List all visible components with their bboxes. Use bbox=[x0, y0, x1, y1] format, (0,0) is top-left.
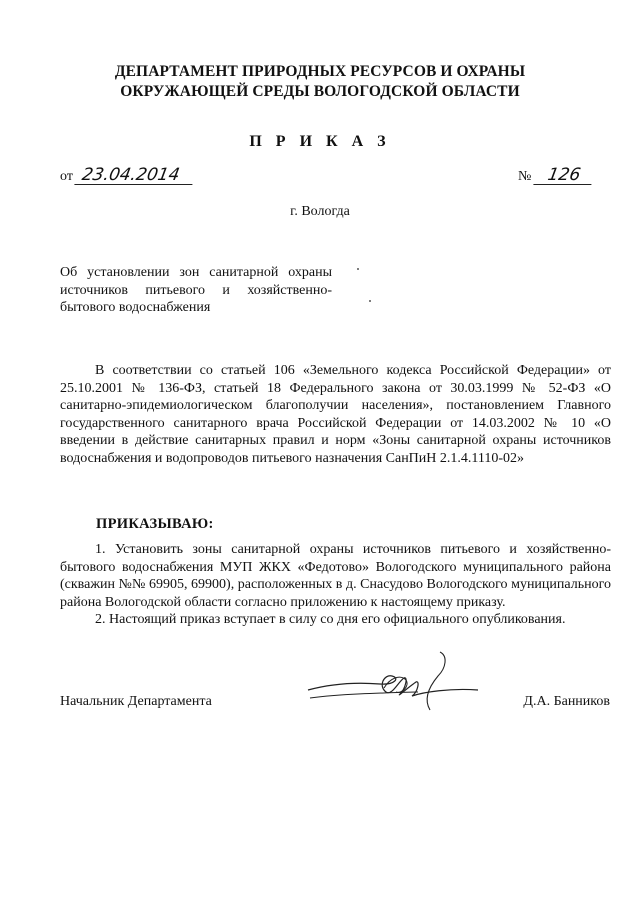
scan-speck bbox=[357, 268, 359, 270]
order-items bbox=[60, 541, 611, 629]
order-directive: ПРИКАЗЫВАЮ: bbox=[96, 516, 214, 532]
city: г. Вологда bbox=[290, 204, 350, 219]
handwritten-signature bbox=[300, 648, 480, 718]
order-title: П Р И К А З bbox=[249, 133, 391, 150]
order-item: 2. Настоящий приказ вступает в силу со дня его официального опубликования. bbox=[95, 612, 566, 627]
signatory-position: Начальник Департамента bbox=[60, 694, 212, 709]
order-number bbox=[518, 166, 593, 185]
scan-speck bbox=[369, 300, 371, 302]
department-line-2: ОКРУЖАЮЩЕЙ СРЕДЫ ВОЛОГОДСКОЙ ОБЛАСТИ bbox=[120, 83, 520, 100]
handwritten-date: 23.04.2014 bbox=[75, 166, 196, 185]
signatory-name: Д.А. Банников bbox=[523, 694, 610, 709]
order-date bbox=[60, 166, 194, 185]
date-prefix: от bbox=[60, 169, 73, 184]
number-prefix: № bbox=[518, 169, 532, 184]
order-subject: Об установлении зон санитарной охраны источников питьевого и хозяйственно-бытового водоснабжения bbox=[60, 265, 332, 315]
order-item: 1. Установить зоны санитарной охраны источников питьевого и хозяйственно-бытового водоснабжения МУП ЖКХ «Федотово» Вологодского муниципального района (скважин №№ 69905, 69900), расположенных в д. Снасудово Вологодского муниципального района Вологодской области согласно приложению к настоящему приказу. bbox=[60, 542, 611, 610]
handwritten-number: 126 bbox=[533, 166, 594, 185]
preamble: В соответствии со статьей 106 «Земельного кодекса Российской Федерации» от 25.10.2001 № 136-ФЗ, статьей 18 Федерального закона от 30.03.1999 № 52-ФЗ «О санитарно-эпидемиологическом благополучии населения», постановлением Главного государственного санитарного врача Российской Федерации от 14.03.2002 № 10 «О введении в действие санитарных правил и норм «Зоны санитарной охраны источников водоснабжения и водопроводов питьевого назначения СанПиН 2.1.4.1110-02» bbox=[60, 363, 611, 466]
department-header bbox=[0, 62, 640, 102]
department-line-1: ДЕПАРТАМЕНТ ПРИРОДНЫХ РЕСУРСОВ И ОХРАНЫ bbox=[114, 63, 526, 80]
